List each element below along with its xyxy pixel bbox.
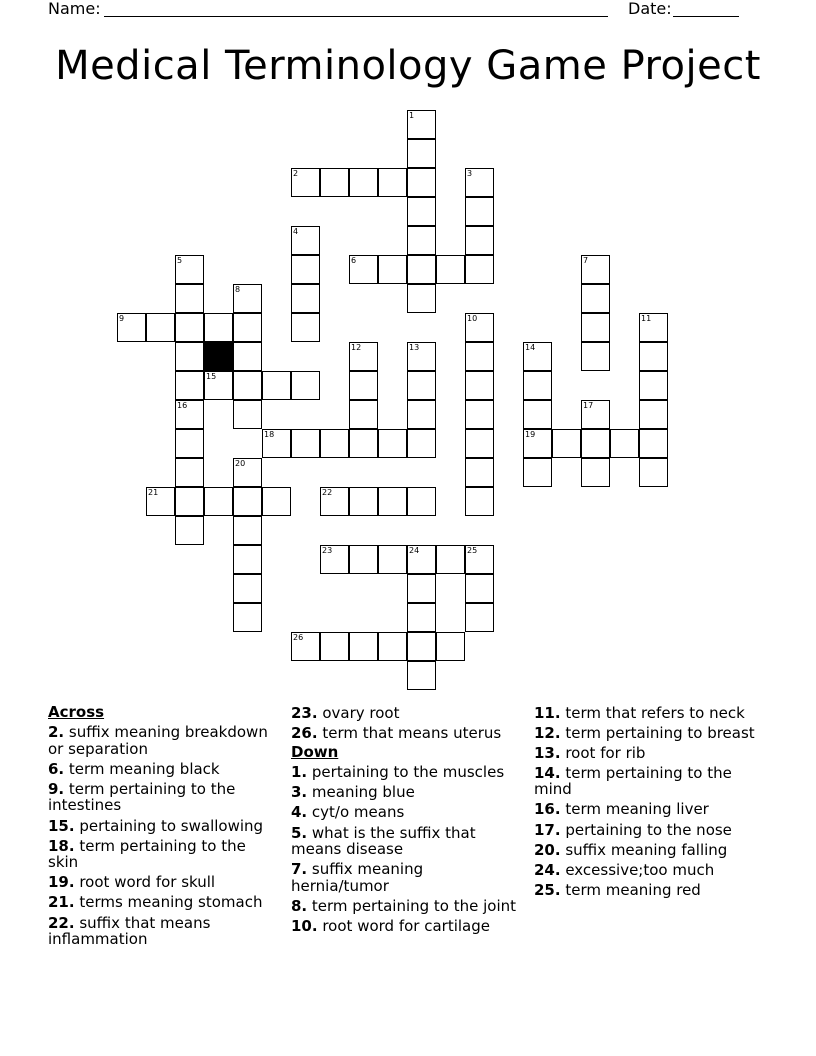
clue-text: term that means uterus — [317, 723, 502, 742]
clue-number: 13. — [534, 743, 561, 762]
cell-number: 3 — [467, 169, 473, 178]
cell-number: 19 — [525, 430, 536, 439]
crossword-cell[interactable] — [407, 342, 436, 371]
crossword-cell[interactable] — [378, 632, 407, 661]
cell-number: 20 — [235, 459, 246, 468]
crossword-cell[interactable] — [291, 313, 320, 342]
crossword-cell[interactable] — [465, 603, 494, 632]
clue-item — [48, 894, 280, 911]
crossword-cell[interactable] — [233, 516, 262, 545]
crossword-cell[interactable] — [523, 371, 552, 400]
clue-item — [291, 861, 523, 894]
cell-number: 16 — [177, 401, 188, 410]
crossword-cell[interactable] — [465, 342, 494, 371]
crossword-cell[interactable] — [233, 545, 262, 574]
clue-item — [48, 781, 280, 814]
clue-number: 26. — [291, 723, 318, 742]
cell-number: 2 — [293, 169, 299, 178]
crossword-cell[interactable] — [233, 371, 262, 400]
clue-text: meaning blue — [307, 783, 415, 802]
clue-item — [291, 764, 523, 781]
cell-number: 23 — [322, 546, 333, 555]
crossword-cell[interactable] — [262, 429, 291, 458]
crossword-cell[interactable] — [639, 400, 668, 429]
crossword-cell[interactable] — [639, 458, 668, 487]
crossword-cell[interactable] — [349, 371, 378, 400]
clue-text: pertaining to the muscles — [307, 763, 505, 782]
cell-number: 24 — [409, 546, 420, 555]
crossword-cell[interactable] — [523, 458, 552, 487]
crossword-cell[interactable] — [349, 342, 378, 371]
clue-item — [534, 822, 766, 839]
crossword-cell[interactable] — [581, 342, 610, 371]
crossword-cell[interactable] — [291, 284, 320, 313]
crossword-cell[interactable] — [378, 545, 407, 574]
page-title: Medical Terminology Game Project — [55, 43, 761, 89]
crossword-cell[interactable] — [552, 429, 581, 458]
crossword-cell[interactable] — [320, 632, 349, 661]
crossword-cell[interactable] — [291, 429, 320, 458]
clue-text: suffix that means inflammation — [48, 913, 211, 949]
crossword-cell[interactable] — [639, 313, 668, 342]
crossword-cell[interactable] — [233, 574, 262, 603]
clue-number: 7. — [291, 860, 308, 879]
clue-text: term meaning red — [560, 880, 701, 899]
cell-number: 8 — [235, 285, 241, 294]
clue-number: 16. — [534, 800, 561, 819]
cell-number: 22 — [322, 488, 333, 497]
crossword-cell[interactable] — [436, 545, 465, 574]
crossword-black-cell — [204, 342, 233, 371]
clue-item — [291, 918, 523, 935]
crossword-cell[interactable] — [581, 255, 610, 284]
cell-number: 10 — [467, 314, 478, 323]
clue-number: 12. — [534, 723, 561, 742]
crossword-cell[interactable] — [320, 545, 349, 574]
crossword-cell[interactable] — [407, 139, 436, 168]
clue-item — [534, 862, 766, 879]
clue-number: 24. — [534, 860, 561, 879]
crossword-cell[interactable] — [465, 487, 494, 516]
clue-item — [534, 745, 766, 762]
clue-number: 25. — [534, 880, 561, 899]
cell-number: 9 — [119, 314, 125, 323]
crossword-cell[interactable] — [436, 255, 465, 284]
crossword-cell[interactable] — [465, 168, 494, 197]
clue-item — [48, 724, 280, 757]
clue-column-2 — [291, 701, 523, 935]
clue-text: terms meaning stomach — [74, 893, 263, 912]
clue-number: 20. — [534, 840, 561, 859]
crossword-cell[interactable] — [146, 313, 175, 342]
clue-number: 4. — [291, 803, 308, 822]
cell-number: 7 — [583, 256, 589, 265]
crossword-cell[interactable] — [639, 371, 668, 400]
clue-item — [534, 882, 766, 899]
crossword-cell[interactable] — [175, 342, 204, 371]
crossword-cell[interactable] — [465, 313, 494, 342]
crossword-cell[interactable] — [407, 197, 436, 226]
crossword-cell[interactable] — [291, 632, 320, 661]
crossword-cell[interactable] — [581, 284, 610, 313]
crossword-cell[interactable] — [378, 255, 407, 284]
cell-number: 5 — [177, 256, 183, 265]
crossword-cell[interactable] — [233, 487, 262, 516]
clue-text: term pertaining to the joint — [307, 896, 517, 915]
down-heading: Down — [291, 743, 339, 762]
crossword-cell[interactable] — [349, 487, 378, 516]
crossword-cell[interactable] — [320, 487, 349, 516]
clue-number: 14. — [534, 763, 561, 782]
crossword-cell[interactable] — [407, 574, 436, 603]
clue-number: 18. — [48, 836, 75, 855]
crossword-cell[interactable] — [436, 632, 465, 661]
clue-item — [48, 838, 280, 871]
crossword-cell[interactable] — [407, 371, 436, 400]
cell-number: 17 — [583, 401, 594, 410]
clue-text: cyt/o means — [307, 803, 405, 822]
crossword-cell[interactable] — [233, 342, 262, 371]
clue-text: pertaining to swallowing — [74, 816, 264, 835]
clue-number: 6. — [48, 759, 65, 778]
crossword-cell[interactable] — [581, 400, 610, 429]
clue-item — [291, 898, 523, 915]
cell-number: 4 — [293, 227, 299, 236]
clue-item — [534, 725, 766, 742]
crossword-cell[interactable] — [349, 400, 378, 429]
cell-number: 12 — [351, 343, 362, 352]
clue-text: term that refers to neck — [560, 703, 745, 722]
clue-item — [48, 761, 280, 778]
crossword-cell[interactable] — [117, 313, 146, 342]
crossword-cell[interactable] — [291, 371, 320, 400]
across-heading: Across — [48, 703, 105, 721]
crossword-cell[interactable] — [465, 255, 494, 284]
clue-text: what is the suffix that means disease — [291, 823, 476, 859]
clue-text: term meaning liver — [560, 800, 709, 819]
crossword-cell[interactable] — [349, 632, 378, 661]
crossword-cell[interactable] — [465, 400, 494, 429]
crossword-cell[interactable] — [233, 458, 262, 487]
clue-text: suffix meaning breakdown or separation — [48, 723, 268, 758]
crossword-cell[interactable] — [407, 603, 436, 632]
crossword-cell[interactable] — [349, 168, 378, 197]
clue-item — [534, 842, 766, 859]
clue-item — [48, 915, 280, 948]
clue-number: 22. — [48, 913, 75, 932]
crossword-cell[interactable] — [291, 255, 320, 284]
cell-number: 1 — [409, 111, 415, 120]
name-label: Name: — [48, 0, 101, 18]
clue-item — [291, 804, 523, 821]
crossword-cell[interactable] — [233, 400, 262, 429]
clue-number: 9. — [48, 779, 65, 798]
date-label: Date: — [628, 0, 672, 18]
cell-number: 14 — [525, 343, 536, 352]
crossword-cell[interactable] — [378, 487, 407, 516]
crossword-cell[interactable] — [233, 313, 262, 342]
crossword-cell[interactable] — [349, 255, 378, 284]
cell-number: 11 — [641, 314, 652, 323]
crossword-cell[interactable] — [320, 168, 349, 197]
crossword-cell[interactable] — [407, 487, 436, 516]
crossword-cell[interactable] — [407, 400, 436, 429]
clue-item — [291, 705, 523, 722]
crossword-cell[interactable] — [378, 429, 407, 458]
crossword-cell[interactable] — [233, 284, 262, 313]
crossword-cell[interactable] — [378, 168, 407, 197]
crossword-cell[interactable] — [204, 487, 233, 516]
crossword-cell[interactable] — [349, 545, 378, 574]
crossword-cell[interactable] — [465, 574, 494, 603]
crossword-cell[interactable] — [175, 516, 204, 545]
clue-item — [291, 725, 523, 742]
crossword-cell[interactable] — [175, 400, 204, 429]
clue-text: term pertaining to the skin — [48, 836, 246, 872]
crossword-cell[interactable] — [407, 255, 436, 284]
crossword-cell[interactable] — [291, 226, 320, 255]
crossword-cell[interactable] — [465, 371, 494, 400]
crossword-cell[interactable] — [175, 458, 204, 487]
crossword-cell[interactable] — [204, 371, 233, 400]
clue-text: suffix meaning falling — [560, 840, 728, 859]
crossword-cell[interactable] — [262, 487, 291, 516]
cell-number: 13 — [409, 343, 420, 352]
clue-item — [291, 784, 523, 801]
crossword-cell[interactable] — [465, 197, 494, 226]
clue-text: excessive;too much — [560, 860, 715, 879]
clue-item — [534, 801, 766, 818]
crossword-cell[interactable] — [523, 429, 552, 458]
crossword-cell[interactable] — [407, 168, 436, 197]
cell-number: 21 — [148, 488, 159, 497]
clue-text: term meaning black — [64, 759, 220, 778]
cell-number: 15 — [206, 372, 217, 381]
cell-number: 18 — [264, 430, 275, 439]
crossword-cell[interactable] — [407, 632, 436, 661]
crossword-cell[interactable] — [233, 603, 262, 632]
crossword-cell[interactable] — [465, 458, 494, 487]
cell-number: 26 — [293, 633, 304, 642]
crossword-cell[interactable] — [175, 487, 204, 516]
crossword-cell[interactable] — [175, 255, 204, 284]
crossword-cell[interactable] — [204, 313, 233, 342]
crossword-cell[interactable] — [465, 226, 494, 255]
clue-text: root word for skull — [74, 873, 216, 892]
crossword-cell[interactable] — [581, 313, 610, 342]
crossword-cell[interactable] — [581, 458, 610, 487]
clue-column-3 — [534, 701, 766, 898]
crossword-cell[interactable] — [639, 429, 668, 458]
clue-number: 11. — [534, 703, 561, 722]
clue-number: 23. — [291, 703, 318, 722]
crossword-cell[interactable] — [465, 429, 494, 458]
crossword-cell[interactable] — [175, 371, 204, 400]
clue-number: 19. — [48, 873, 75, 892]
clue-number: 21. — [48, 893, 75, 912]
clue-text: ovary root — [317, 703, 400, 722]
clue-number: 3. — [291, 783, 308, 802]
clue-number: 8. — [291, 896, 308, 915]
crossword-cell[interactable] — [523, 342, 552, 371]
clue-number: 1. — [291, 763, 308, 782]
crossword-cell[interactable] — [407, 545, 436, 574]
clue-text: pertaining to the nose — [560, 820, 732, 839]
crossword-cell[interactable] — [146, 487, 175, 516]
clue-text: root for rib — [560, 743, 646, 762]
crossword-cell[interactable] — [175, 313, 204, 342]
clue-text: suffix meaning hernia/tumor — [291, 860, 424, 895]
clue-number: 5. — [291, 823, 308, 842]
clue-item — [534, 765, 766, 798]
crossword-cell[interactable] — [407, 226, 436, 255]
crossword-cell[interactable] — [175, 429, 204, 458]
clue-number: 15. — [48, 816, 75, 835]
crossword-cell[interactable] — [320, 429, 349, 458]
clue-text: root word for cartilage — [317, 917, 490, 936]
clue-item — [48, 818, 280, 835]
crossword-cell[interactable] — [523, 400, 552, 429]
crossword-cell[interactable] — [610, 429, 639, 458]
cell-number: 6 — [351, 256, 357, 265]
crossword-cell[interactable] — [262, 371, 291, 400]
clue-number: 2. — [48, 723, 65, 742]
cell-number: 25 — [467, 546, 478, 555]
clue-text: term pertaining to the intestines — [48, 779, 236, 815]
crossword-cell[interactable] — [407, 661, 436, 690]
crossword-cell[interactable] — [175, 284, 204, 313]
crossword-cell[interactable] — [581, 429, 610, 458]
crossword-cell[interactable] — [639, 342, 668, 371]
clue-item — [534, 705, 766, 722]
clue-number: 10. — [291, 917, 318, 936]
crossword-cell[interactable] — [407, 284, 436, 313]
clue-column-1 — [48, 701, 280, 948]
crossword-cell[interactable] — [291, 168, 320, 197]
crossword-cell[interactable] — [407, 110, 436, 139]
clue-text: term pertaining to the mind — [534, 763, 732, 799]
clue-item — [291, 825, 523, 858]
crossword-cell[interactable] — [407, 429, 436, 458]
clue-item — [48, 874, 280, 891]
clue-number: 17. — [534, 820, 561, 839]
crossword-cell[interactable] — [465, 545, 494, 574]
crossword-cell[interactable] — [349, 429, 378, 458]
clue-text: term pertaining to breast — [560, 723, 755, 742]
